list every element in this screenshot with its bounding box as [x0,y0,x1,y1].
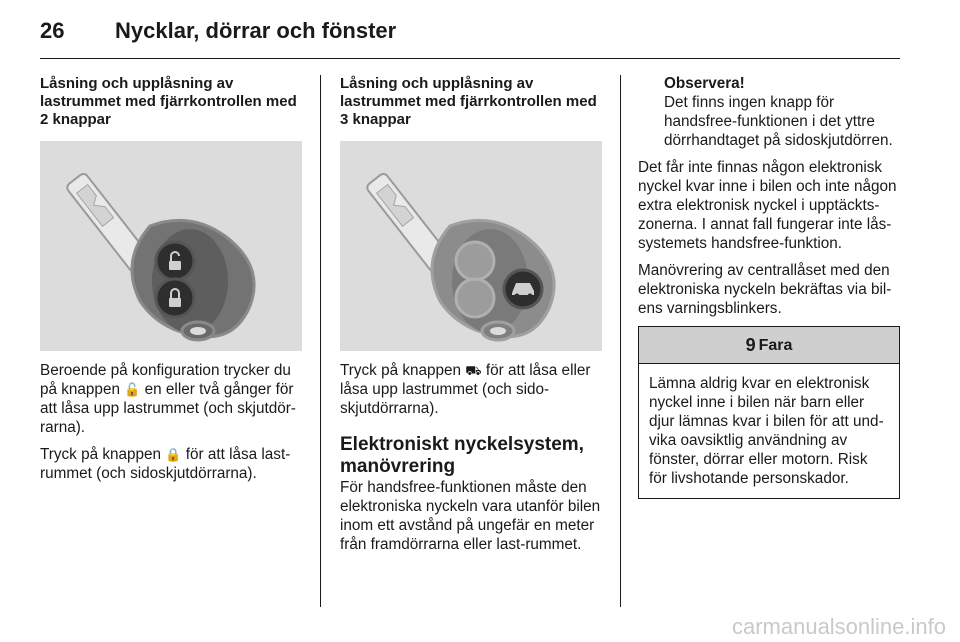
warning-box [638,326,900,499]
note-title: Observera! [664,75,745,92]
col3-paragraph-1: Det får inte finnas någon elektronisk nyckel kvar inne i bilen och inte någon extra elektronisk nyckel i upptäckts-zonerna. I annat fall fungerar inte lås-systemets handsfree-funktion. [638,159,897,252]
column-2 [340,75,602,562]
col2-heading: Låsning och upplåsning av lastrummet med fjärrkontrollen med 3 knappar [340,75,597,128]
key-3-buttons-figure [340,141,602,351]
watermark: carmanualsonline.info [731,614,946,639]
warning-header [639,327,899,364]
unlock-icon: 🔓 [124,382,141,397]
warning-text: Lämna aldrig kvar en elektronisk nyckel inne i bilen när barn eller djur lämnas kvar i bilen för att und-vika oavsiktlig användning av fönster, dörrar eller motorn. Risk för livshotande personskador. [649,375,884,487]
col3-paragraph-2: Manövrering av centrallåset med den elektroniska nyckeln bekräftas via bil-ens varningsblinkers. [638,262,892,317]
page-number: 26 [40,18,65,43]
col1-paragraph-1: Beroende på konfiguration trycker du på knappen 🔓 en eller två gånger för att låsa upp lastrummet (och skjutdör-rarna). [40,362,296,436]
page-title: Nycklar, dörrar och fönster [115,18,397,43]
lock-icon: 🔒 [165,447,182,462]
section-title: Elektroniskt nyckelsystem, manövrering [340,434,584,477]
note-box [638,74,900,150]
col1-heading: Låsning och upplåsning av lastrummet med fjärrkontrollen med 2 knappar [40,75,297,128]
key-2-buttons-illustration [40,141,302,351]
key-2-buttons-figure [40,141,302,351]
header-rule [40,58,900,59]
warning-title: Fara [758,336,793,354]
note-text: Det finns ingen knapp för handsfree-funktionen i det yttre dörrhandtaget på sidoskjutdörren. [664,94,893,149]
van-icon: ⛟ [465,363,482,378]
col1-paragraph-2: Tryck på knappen 🔒 för att låsa last-rummet (och sidoskjutdörrarna). [40,446,291,482]
column-divider-2 [620,75,621,607]
col2-paragraph-2: För handsfree-funktionen måste den elektroniska nyckeln vara utanför bilen inom ett avstånd på ungefär en meter från framdörrarna eller last-rummet. [340,479,601,553]
col2-paragraph-1: Tryck på knappen ⛟ för att låsa eller låsa upp lastrummet (och sido-skjutdörrarna). [340,362,591,417]
page-header [40,18,396,44]
warning-icon: 9 [745,334,756,355]
column-1 [40,75,302,491]
column-3 [638,75,900,499]
column-divider-1 [320,75,321,607]
key-3-buttons-illustration [340,141,602,351]
